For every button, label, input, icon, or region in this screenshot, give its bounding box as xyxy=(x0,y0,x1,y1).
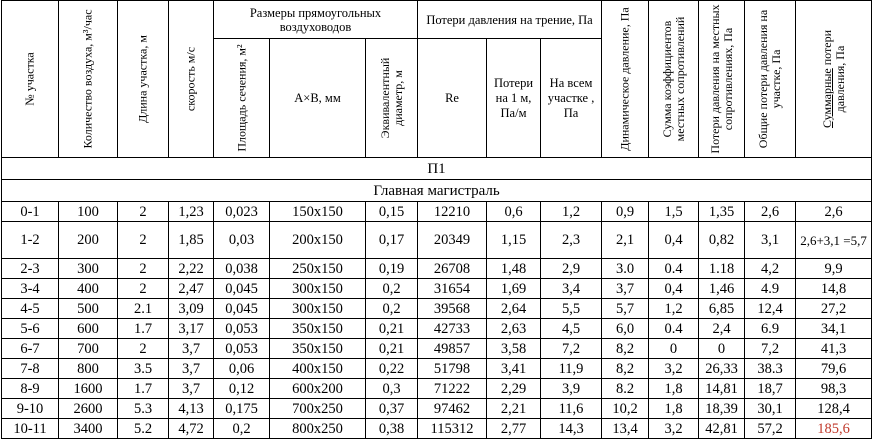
table-cell: 6-7 xyxy=(2,339,59,359)
table-cell: 12,4 xyxy=(745,299,796,319)
table-cell: 3,09 xyxy=(169,299,214,319)
table-cell: 49857 xyxy=(418,339,487,359)
table-cell: 9-10 xyxy=(2,399,59,419)
table-cell: 3,41 xyxy=(487,359,541,379)
table-cell: 20349 xyxy=(418,222,487,259)
table-row xyxy=(2,202,872,222)
header-airflow: Количество воздуха, м³/час xyxy=(59,1,118,158)
table-cell: 2,6 xyxy=(796,202,872,222)
table-cell: 2,21 xyxy=(487,399,541,419)
table-cell: 1,8 xyxy=(649,379,699,399)
table-cell: 1,23 xyxy=(169,202,214,222)
table-cell: 3,2 xyxy=(649,419,699,439)
table-cell: 3,9 xyxy=(541,379,602,399)
table-cell: 30,1 xyxy=(745,399,796,419)
table-cell: 0,045 xyxy=(214,279,270,299)
table-cell: 0 xyxy=(649,339,699,359)
header-equiv-diameter: Эквивалентный диаметр, м xyxy=(366,39,418,158)
table-cell: 0,053 xyxy=(214,339,270,359)
table-cell: 700x250 xyxy=(270,399,366,419)
table-cell: 0.4 xyxy=(649,319,699,339)
table-cell: 1-2 xyxy=(2,222,59,259)
table-cell: 10-11 xyxy=(2,419,59,439)
table-cell: 600x200 xyxy=(270,379,366,399)
table-cell: 2,9 xyxy=(541,259,602,279)
header-sum-coefficients: Сумма коэффициентов местных сопротивлений xyxy=(649,1,699,158)
table-cell: 115312 xyxy=(418,419,487,439)
table-cell: 3,17 xyxy=(169,319,214,339)
table-cell: 5.3 xyxy=(118,399,169,419)
table-cell: 26,33 xyxy=(699,359,745,379)
table-cell: 42,81 xyxy=(699,419,745,439)
header-segment: № участка xyxy=(2,1,59,158)
table-cell: 5.2 xyxy=(118,419,169,439)
table-cell: 2,6 xyxy=(745,202,796,222)
table-cell: 350x150 xyxy=(270,319,366,339)
table-row xyxy=(2,339,872,359)
table-cell: 8,2 xyxy=(602,339,649,359)
table-cell: 0,2 xyxy=(366,279,418,299)
table-cell: 100 xyxy=(59,202,118,222)
table-cell: 34,1 xyxy=(796,319,872,339)
table-cell: 0.4 xyxy=(649,259,699,279)
table-cell: 250x150 xyxy=(270,259,366,279)
table-cell: 800x250 xyxy=(270,419,366,439)
table-cell: 3,7 xyxy=(602,279,649,299)
table-cell: 5,5 xyxy=(541,299,602,319)
table-cell: 0,053 xyxy=(214,319,270,339)
header-loss-whole: На всем участке , Па xyxy=(541,39,602,158)
table-cell: 3-4 xyxy=(2,279,59,299)
table-cell: 2 xyxy=(118,339,169,359)
table-cell: 2,3 xyxy=(541,222,602,259)
table-cell: 0,045 xyxy=(214,299,270,319)
table-row xyxy=(2,222,872,259)
header-local-loss: Потери давления на местных сопротивлениях, Па xyxy=(699,1,745,158)
table-row xyxy=(2,319,872,339)
table-cell: 350x150 xyxy=(270,339,366,359)
table-cell: 3,58 xyxy=(487,339,541,359)
table-cell: 6,85 xyxy=(699,299,745,319)
table-cell: 3,7 xyxy=(169,359,214,379)
table-cell: 3,2 xyxy=(649,359,699,379)
table-cell: 79,6 xyxy=(796,359,872,379)
table-cell: 18,7 xyxy=(745,379,796,399)
table-row xyxy=(2,259,872,279)
subsection-label: Главная магистраль xyxy=(2,180,872,202)
table-cell: 0,22 xyxy=(366,359,418,379)
table-cell: 4,2 xyxy=(745,259,796,279)
header-duct-sizes: Размеры прямоугольных воздуховодов xyxy=(214,1,418,39)
table-cell: 0,4 xyxy=(649,279,699,299)
table-cell: 2,1 xyxy=(602,222,649,259)
table-cell: 3,4 xyxy=(541,279,602,299)
table-cell: 0,3 xyxy=(366,379,418,399)
table-cell: 8,2 xyxy=(602,359,649,379)
table-row xyxy=(2,299,872,319)
table-cell: 57,2 xyxy=(745,419,796,439)
table-cell: 51798 xyxy=(418,359,487,379)
table-cell: 3.5 xyxy=(118,359,169,379)
table-cell: 2600 xyxy=(59,399,118,419)
table-cell: 0,023 xyxy=(214,202,270,222)
header-area: Площадь сечения, м² xyxy=(214,39,270,158)
table-cell: 1,2 xyxy=(541,202,602,222)
table-cell: 0,038 xyxy=(214,259,270,279)
table-cell: 400 xyxy=(59,279,118,299)
table-cell: 0,38 xyxy=(366,419,418,439)
table-cell: 200x150 xyxy=(270,222,366,259)
table-cell: 14,81 xyxy=(699,379,745,399)
table-cell: 800 xyxy=(59,359,118,379)
final-cumulative-loss: 185,6 xyxy=(796,419,872,439)
table-cell: 500 xyxy=(59,299,118,319)
header-friction-loss: Потери давления на трение, Па xyxy=(418,1,602,39)
table-cell: 14,3 xyxy=(541,419,602,439)
table-cell: 2-3 xyxy=(2,259,59,279)
section-label: П1 xyxy=(2,158,872,180)
table-cell: 2,63 xyxy=(487,319,541,339)
table-cell: 0,19 xyxy=(366,259,418,279)
table-cell: 8-9 xyxy=(2,379,59,399)
table-cell: 0,21 xyxy=(366,339,418,359)
table-cell: 300x150 xyxy=(270,279,366,299)
table-cell: 7,2 xyxy=(745,339,796,359)
table-cell: 1.7 xyxy=(118,379,169,399)
table-cell: 0,06 xyxy=(214,359,270,379)
table-cell: 3,1 xyxy=(745,222,796,259)
table-row xyxy=(2,419,872,439)
header-re: Re xyxy=(418,39,487,158)
table-cell: 2 xyxy=(118,222,169,259)
table-cell: 300x150 xyxy=(270,299,366,319)
table-cell: 1.7 xyxy=(118,319,169,339)
table-cell: 200 xyxy=(59,222,118,259)
header-total-loss: Общие потери давления на участке, Па xyxy=(745,1,796,158)
table-cell: 2 xyxy=(118,259,169,279)
table-row xyxy=(2,359,872,379)
table-cell: 0 xyxy=(699,339,745,359)
table-cell: 300 xyxy=(59,259,118,279)
header-length: Длина участка, м xyxy=(118,1,169,158)
table-row xyxy=(2,279,872,299)
table-cell: 2,64 xyxy=(487,299,541,319)
table-cell: 2,4 xyxy=(699,319,745,339)
table-cell: 1600 xyxy=(59,379,118,399)
table-cell: 38.3 xyxy=(745,359,796,379)
table-cell: 400x150 xyxy=(270,359,366,379)
table-cell: 4,5 xyxy=(541,319,602,339)
table-row xyxy=(2,399,872,419)
table-cell: 2 xyxy=(118,279,169,299)
table-cell: 1,48 xyxy=(487,259,541,279)
table-cell: 2,29 xyxy=(487,379,541,399)
table-cell: 0,12 xyxy=(214,379,270,399)
table-cell: 128,4 xyxy=(796,399,872,419)
table-cell: 14,8 xyxy=(796,279,872,299)
table-cell: 0,15 xyxy=(366,202,418,222)
table-cell: 8.2 xyxy=(602,379,649,399)
table-cell: 5,7 xyxy=(602,299,649,319)
table-cell: 12210 xyxy=(418,202,487,222)
table-cell: 2,6+3,1 =5,7 xyxy=(796,222,872,259)
table-cell: 18,39 xyxy=(699,399,745,419)
table-cell: 13,4 xyxy=(602,419,649,439)
table-cell: 4,72 xyxy=(169,419,214,439)
table-cell: 4.9 xyxy=(745,279,796,299)
table-cell: 1,8 xyxy=(649,399,699,419)
table-cell: 11,6 xyxy=(541,399,602,419)
table-cell: 97462 xyxy=(418,399,487,419)
table-cell: 2,22 xyxy=(169,259,214,279)
table-cell: 1,15 xyxy=(487,222,541,259)
table-cell: 7,2 xyxy=(541,339,602,359)
table-cell: 0,2 xyxy=(214,419,270,439)
table-cell: 150x150 xyxy=(270,202,366,222)
header-cumulative-prefix: Суммарные xyxy=(819,68,834,129)
table-cell: 11,9 xyxy=(541,359,602,379)
table-cell: 0,175 xyxy=(214,399,270,419)
table-cell: 1,5 xyxy=(649,202,699,222)
table-cell: 7-8 xyxy=(2,359,59,379)
table-row xyxy=(2,379,872,399)
table-cell: 5-6 xyxy=(2,319,59,339)
table-cell: 2,77 xyxy=(487,419,541,439)
table-cell: 3.0 xyxy=(602,259,649,279)
header-cumulative-loss xyxy=(796,1,872,158)
table-cell: 98,3 xyxy=(796,379,872,399)
table-cell: 3400 xyxy=(59,419,118,439)
table-cell: 39568 xyxy=(418,299,487,319)
table-cell: 1.18 xyxy=(699,259,745,279)
table-cell: 6,0 xyxy=(602,319,649,339)
table-cell: 2,47 xyxy=(169,279,214,299)
table-cell: 2 xyxy=(118,202,169,222)
table-cell: 6.9 xyxy=(745,319,796,339)
table-cell: 10,2 xyxy=(602,399,649,419)
table-cell: 1,85 xyxy=(169,222,214,259)
table-cell: 600 xyxy=(59,319,118,339)
table-cell: 0,37 xyxy=(366,399,418,419)
duct-calculation-table xyxy=(1,0,872,439)
table-cell: 0,9 xyxy=(602,202,649,222)
table-cell: 0,6 xyxy=(487,202,541,222)
table-cell: 3,7 xyxy=(169,339,214,359)
table-cell: 27,2 xyxy=(796,299,872,319)
table-cell: 1,35 xyxy=(699,202,745,222)
table-cell: 0,82 xyxy=(699,222,745,259)
header-loss-per-m: Потери на 1 м, Па/м xyxy=(487,39,541,158)
table-cell: 700 xyxy=(59,339,118,359)
table-cell: 26708 xyxy=(418,259,487,279)
table-cell: 2.1 xyxy=(118,299,169,319)
table-cell: 4-5 xyxy=(2,299,59,319)
table-cell: 0,21 xyxy=(366,319,418,339)
table-cell: 0,03 xyxy=(214,222,270,259)
table-cell: 31654 xyxy=(418,279,487,299)
table-cell: 1,2 xyxy=(649,299,699,319)
table-cell: 3,7 xyxy=(169,379,214,399)
header-axb: A×B, мм xyxy=(270,39,366,158)
table-cell: 4,13 xyxy=(169,399,214,419)
table-cell: 0,4 xyxy=(649,222,699,259)
table-cell: 1,46 xyxy=(699,279,745,299)
table-cell: 0,17 xyxy=(366,222,418,259)
table-cell: 1,69 xyxy=(487,279,541,299)
table-cell: 71222 xyxy=(418,379,487,399)
table-cell: 0,2 xyxy=(366,299,418,319)
table-cell: 9,9 xyxy=(796,259,872,279)
header-dynamic-pressure: Динамическое давление, Па xyxy=(602,1,649,158)
table-cell: 0-1 xyxy=(2,202,59,222)
table-cell: 41,3 xyxy=(796,339,872,359)
header-speed: скорость м/с xyxy=(169,1,214,158)
header-cumulative-rest: потери давления, Па xyxy=(819,29,847,113)
table-cell: 42733 xyxy=(418,319,487,339)
